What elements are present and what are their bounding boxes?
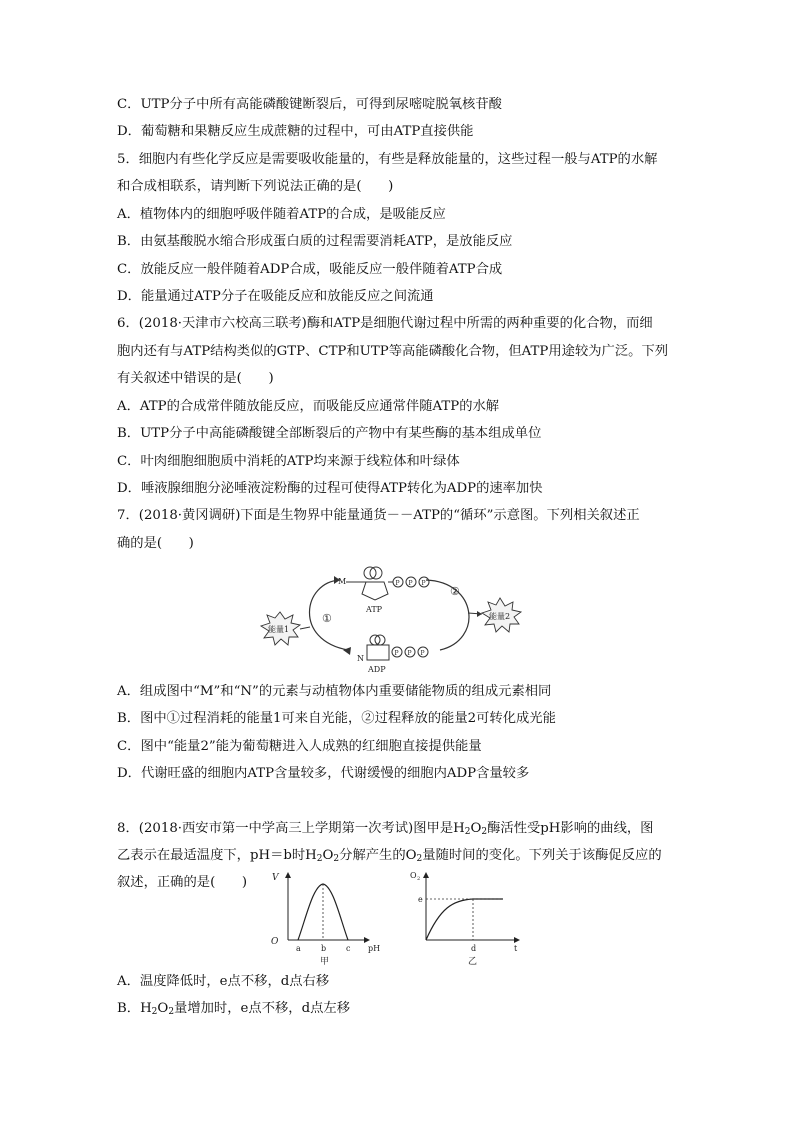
svg-text:P: P (408, 580, 413, 587)
text-line: C．图中“能量2”能为葡萄糖进入人成熟的红细胞直接提供能量 (117, 739, 482, 754)
svg-text:P: P (407, 650, 412, 657)
text-line: A．ATP的合成常伴随放能反应，而吸能反应通常伴随ATP的水解 (117, 399, 500, 414)
svg-text:能量1: 能量1 (268, 625, 290, 634)
text-line: 确的是( ) (117, 536, 194, 551)
text-line: C．UTP分子中所有高能磷酸键断裂后，可得到尿嘧啶脱氧核苷酸 (117, 97, 502, 112)
svg-text:P: P (394, 650, 399, 657)
axis-t: t (514, 944, 518, 953)
text-line: A．植物体内的细胞呼吸伴随着ATP的合成，是吸能反应 (117, 207, 446, 222)
q8-line-1: 8．(2018·西安市第一中学高三上学期第一次考试)图甲是$H_2O_2$酶活性受pH影响的曲线，图 (117, 821, 654, 837)
text-line: C．放能反应一般伴随着ADP合成，吸能反应一般伴随着ATP合成 (117, 262, 503, 277)
enzyme-charts (268, 868, 528, 968)
label-step-1: ① (322, 612, 332, 625)
text-line: 胞内还有与ATP结构类似的GTP、CTP和UTP等高能磷酸化合物，但ATP用途较为广泛。下列 (117, 344, 669, 359)
caption-yi: 乙 (468, 957, 478, 967)
text-line: D．唾液腺细胞分泌唾液淀粉酶的过程可使得ATP转化为ADP的速率加快 (117, 481, 543, 496)
text-line: D．能量通过ATP分子在吸能反应和放能反应之间流通 (117, 289, 434, 304)
atp-molecule (338, 567, 429, 614)
text-line: 和合成相联系，请判断下列说法正确的是( ) (117, 179, 394, 194)
text-line: 5．细胞内有些化学反应是需要吸收能量的，有些是释放能量的，这些过程一般与ATP的水解 (117, 152, 658, 167)
energy-1-burst (261, 612, 300, 645)
svg-text:2: 2 (417, 876, 421, 882)
svg-text:P: P (420, 650, 425, 657)
axis-ph: pH (368, 944, 381, 953)
adp-molecule (357, 635, 428, 674)
text-line: B．UTP分子中高能磷酸键全部断裂后的产物中有某些酶的基本组成单位 (117, 426, 542, 441)
text-line: D．代谢旺盛的细胞内ATP含量较多，代谢缓慢的细胞内ADP含量较多 (117, 766, 530, 781)
svg-text:P: P (395, 580, 400, 587)
svg-text:P: P (421, 580, 426, 587)
tick-d: d (471, 944, 477, 953)
label-n: N (357, 654, 364, 663)
chart-yi (410, 871, 520, 967)
q8-line-3: 叙述，正确的是( ) (117, 875, 248, 890)
axis-v: V (272, 873, 279, 883)
chart-jia (271, 872, 380, 967)
tick-a: a (296, 944, 301, 953)
text-line: 7．(2018·黄冈调研)下面是生物界中能量通货－－ATP的“循环”示意图。下列相关叙述正 (117, 508, 640, 523)
svg-text:能量2: 能量2 (489, 612, 511, 621)
caption-jia: 甲 (320, 957, 330, 967)
text-line: 有关叙述中错误的是( ) (117, 371, 274, 386)
label-m: M (338, 577, 347, 586)
text-line: D．葡萄糖和果糖反应生成蔗糖的过程中，可由ATP直接供能 (117, 124, 474, 139)
energy-2-burst (482, 598, 521, 632)
label-adp: ADP (368, 665, 386, 674)
label-atp: ATP (366, 605, 383, 614)
text-line: B．图中①过程消耗的能量1可来自光能，②过程释放的能量2可转化成光能 (117, 711, 556, 726)
q8-option-a: A．温度降低时，e点不移，d点右移 (117, 974, 330, 989)
svg-text:O: O (271, 937, 279, 947)
text-line: A．组成图中“M”和“N”的元素与动植物体内重要储能物质的组成元素相同 (117, 684, 552, 699)
text-line: 6．(2018·天津市六校高三联考)酶和ATP是细胞代谢过程中所需的两种重要的化合物，而细 (117, 316, 653, 331)
label-step-2: ② (450, 585, 460, 598)
q8-option-b: B．$H_2O_2$量增加时，e点不移，d点左移 (117, 1001, 350, 1017)
text-line: C．叶肉细胞细胞质中消耗的ATP均来源于线粒体和叶绿体 (117, 454, 460, 469)
axis-o2: O (410, 871, 417, 880)
tick-b: b (321, 944, 327, 953)
text-line: B．由氨基酸脱水缩合形成蛋白质的过程需要消耗ATP，是放能反应 (117, 234, 513, 249)
tick-e: e (418, 895, 423, 904)
tick-c: c (346, 944, 351, 953)
q8-line-2: 乙表示在最适温度下，pH＝b时$H_2O_2$分解产生的$O_2$量随时间的变化。下列关于该酶促反应的 (117, 848, 662, 864)
atp-cycle-diagram (258, 560, 538, 675)
